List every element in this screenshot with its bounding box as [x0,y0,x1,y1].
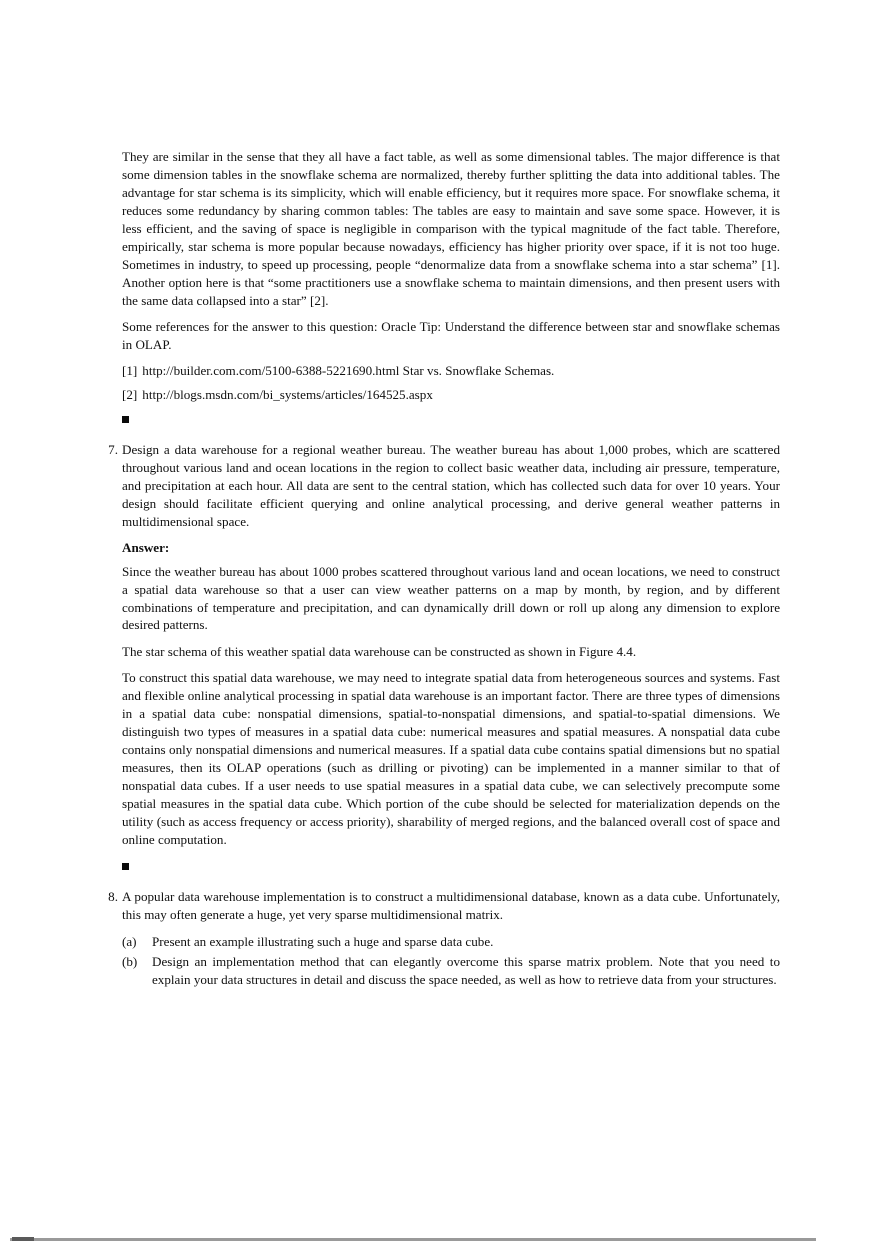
subitem-body [152,933,780,951]
subitem-text: Present an example illustrating such a huge and sparse data cube. [152,934,494,950]
reference-item-1 [122,362,780,380]
answer-paragraph-1: Since the weather bureau has about 1000 probes scattered throughout various land and ocean locations, we need to construct a spatial data warehouse so that a user can view weather patterns on a map by month, by region, and by different combinations of temperature and precipitation, and can dynamically drill down or roll up along any dimension to explore desired patterns. [122,563,780,633]
reference-text: http://blogs.msdn.com/bi_systems/articles/164525.aspx [142,386,433,402]
answer-paragraph-3: To construct this spatial data warehouse, we may need to integrate spatial data from heterogeneous sources and systems. Fast and flexible online analytical processing in spatial data warehouse is an important factor. There are three types of dimensions in a spatial data cube: nonspatial dimensions, spatial-to-nonspatial dimensions, and spatial-to-spatial dimensions. We distinguish two types of measures in a spatial data cube: numerical measures and spatial measures. A nonspatial data cube contains only nonspatial dimensions and numerical measures. If a spatial data cube contains spatial dimensions but no spatial measures, then its OLAP operations (such as drilling or pivoting) can be implemented in a manner similar to that of nonspatial data cubes. If a user needs to use spatial measures in a spatial data cube, we can selectively precompute some spatial measures in the spatial data cube. Which portion of the cube should be selected for materialization depends on the utility (such as access frequency or access priority), sharability of merged regions, and the balanced overall cost of space and online computation. [122,670,780,847]
exercise-body [122,441,780,531]
references-intro-paragraph: Some references for the answer to this question: Oracle Tip: Understand the difference between star and snowflake schemas in OLAP. [122,319,780,353]
reference-tag: [1] [122,363,138,379]
exercise-question-text: A popular data warehouse implementation is to construct a multidimensional database, known as a data cube. Unfortunately, this may often generate a huge, yet very sparse multidimensional matrix. [122,889,780,923]
exercise-number: 8. [108,889,118,905]
subitem-label: (a) [122,934,137,950]
answer-paragraph-2: The star schema of this weather spatial data warehouse can be constructed as shown in Figure 4.4. [122,643,637,659]
qed-square-icon [122,416,129,423]
schema-discussion-paragraph: They are similar in the sense that they all have a fact table, as well as some dimensional tables. The major difference is that some dimension tables in the snowflake schema are normalized, thereby further splitting the data into additional tables. The advantage for star schema is its simplicity, which will enable efficiency, but it requires more space. For snowflake schema, it reduces some redundancy by sharing common tables: The tables are easy to maintain and save some space. However, it is less efficient, and the saving of space is negligible in comparison with the typical magnitude of the fact table. Therefore, empirically, star schema is more popular because nowadays, efficiency has higher priority over space, if it is not too huge. Sometimes in industry, to speed up processing, people “denormalize data from a snowflake schema into a star schema” [1]. Another option here is that “some practitioners use a snowflake schema to maintain dimensions, and then present users with the same data collapsed into a star” [2]. [122,149,780,308]
exercise-question-text: Design a data warehouse for a regional weather bureau. The weather bureau has about 1,000 probes, which are scattered throughout various land and ocean locations in the region to collect basic weather data, including air pressure, temperature, and precipitation at each hour. All data are sent to the central station, which has collected such data for over 10 years. Your design should facilitate efficient querying and online analytical processing, and derive general weather patterns in multidimensional space. [122,441,780,529]
subitem-body [152,953,780,989]
exercise-item-8 [100,888,780,924]
page-content [100,148,780,989]
reference-item-2 [122,386,780,404]
subitem-text: Design an implementation method that can elegantly overcome this sparse matrix problem. Note that you need to explain your data structures in detail and discuss the space needed, as well as how to retrieve data from your structures. [152,954,780,988]
answer-heading: Answer: [122,539,170,555]
subitem-label: (b) [122,954,138,970]
exercise-number: 7. [108,441,118,457]
end-of-answer-marker-row [122,857,780,875]
subitem-a [122,933,780,951]
exercise-item-7 [100,441,780,531]
subitem-b [122,953,780,989]
reference-text: http://builder.com.com/5100-6388-5221690.html Star vs. Snowflake Schemas. [142,363,555,379]
exercise-8-subitem-list [100,933,780,989]
end-of-answer-marker-row [122,410,780,428]
qed-square-icon [122,863,129,870]
reference-tag: [2] [122,386,138,402]
footer-divider [10,1238,816,1241]
footer-divider-cap [12,1237,34,1241]
exercise-body [122,888,780,924]
